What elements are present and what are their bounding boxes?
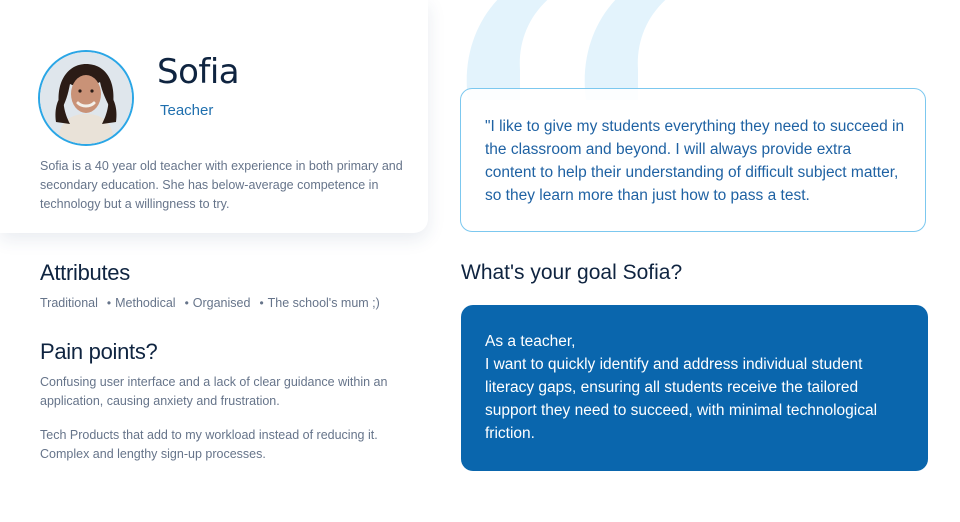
goal-heading: What's your goal Sofia?: [461, 261, 683, 284]
attribute-label: Methodical: [115, 296, 176, 310]
pain-point-item: Tech Products that add to my workload instead of reducing it. Complex and lengthy sign-up processes.: [40, 428, 378, 461]
bullet-dot-icon: •: [106, 296, 112, 310]
quote-card: [460, 88, 926, 232]
attribute-label: Organised: [192, 296, 251, 310]
attribute-item: [98, 296, 176, 310]
attribute-item: [176, 296, 251, 310]
goal-text: [485, 330, 905, 445]
attribute-item: [40, 296, 98, 310]
pain-points-heading: Pain points?: [40, 339, 158, 364]
bullet-dot-icon: •: [184, 296, 189, 310]
persona-name: Sofia: [157, 52, 240, 92]
goal-intro: As a teacher,: [485, 333, 576, 350]
quote-mark-icon: [460, 0, 690, 100]
avatar: [38, 50, 134, 146]
bullet-dot-icon: •: [259, 296, 264, 310]
persona-role: Teacher: [160, 102, 214, 119]
attribute-item: [250, 296, 379, 310]
persona-card: [0, 0, 428, 233]
quote-text: "I like to give my students everything they need to succeed in the classroom and beyond. I will always provide extra content to help their understanding of difficult subject matter, so they learn more than just how to pass a test.: [485, 118, 905, 204]
avatar-image: [40, 52, 132, 144]
goal-card: [461, 305, 928, 471]
attributes-list: [40, 296, 380, 310]
pain-point-item: Confusing user interface and a lack of clear guidance within an application, causing anxiety and frustration.: [40, 375, 388, 408]
attribute-label: Traditional: [40, 296, 98, 310]
attributes-heading: Attributes: [40, 260, 130, 285]
persona-bio: Sofia is a 40 year old teacher with experience in both primary and secondary education. She has below-average competence in technology but a willingness to try.: [40, 159, 403, 211]
attribute-label: The school's mum ;): [267, 296, 380, 310]
goal-statement: I want to quickly identify and address individual student literacy gaps, ensuring all students receive the tailored support they need to succeed, with minimal technological friction.: [485, 356, 878, 442]
